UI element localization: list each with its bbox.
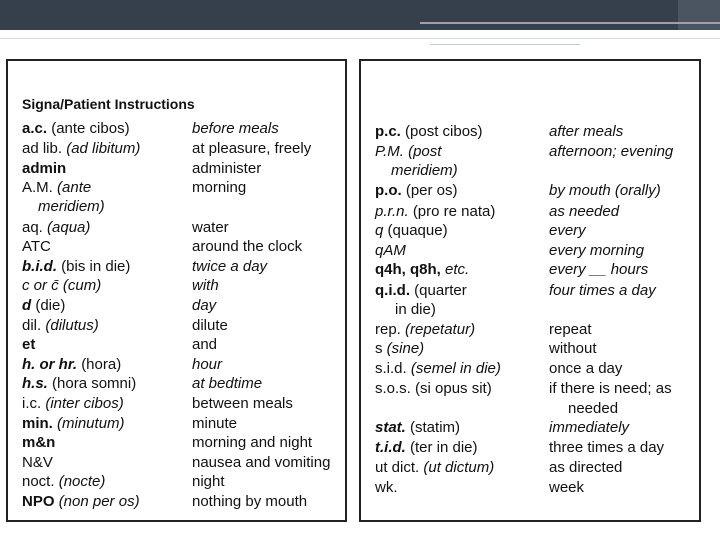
abbr: NPO — [22, 493, 55, 510]
latin-continuation: meridiem) — [391, 162, 458, 179]
meaning: water — [192, 219, 229, 236]
meaning: twice a day — [192, 258, 268, 275]
meaning: after meals — [549, 123, 624, 140]
abbr: N&V — [22, 454, 53, 471]
latin: (ante — [57, 179, 92, 196]
latin: (quaque) — [387, 222, 448, 239]
meaning: at pleasure, freely — [192, 140, 312, 157]
meaning: dilute — [192, 317, 228, 334]
right-table-panel — [359, 59, 701, 522]
meaning: once a day — [549, 360, 623, 377]
latin: (repetatur) — [405, 321, 476, 338]
latin: (ter in die) — [410, 439, 478, 456]
latin: (inter cibos) — [45, 395, 124, 412]
abbr: i.c. — [22, 395, 42, 412]
meaning: around the clock — [192, 238, 303, 255]
latin: (semel in die) — [410, 360, 501, 377]
title-bar-line — [420, 22, 720, 24]
meaning: as needed — [549, 203, 620, 220]
latin: (pro re nata) — [412, 203, 496, 220]
abbr: b.i.d. — [22, 258, 57, 275]
meaning — [192, 433, 312, 452]
table-heading: Signa/Patient Instructions — [22, 96, 195, 112]
abbr: p.o. — [375, 182, 402, 199]
abbr: s.o.s. — [375, 380, 411, 397]
abbr: A.M. — [22, 179, 53, 196]
meaning: with — [192, 277, 219, 294]
meaning: afternoon; evening — [549, 143, 674, 160]
latin-continuation: meridiem) — [38, 198, 105, 215]
title-bar — [0, 0, 720, 30]
meaning: morning — [192, 179, 247, 196]
abbr: wk. — [375, 479, 398, 496]
meaning: immediately — [549, 419, 630, 436]
latin-continuation: in die) — [395, 301, 436, 318]
meaning: administer — [192, 160, 262, 177]
meaning: every morning — [549, 242, 645, 259]
divider-line-short — [430, 44, 580, 45]
abbr: d — [22, 297, 32, 314]
latin: (non per os) — [58, 493, 140, 510]
latin: (die) — [35, 297, 66, 314]
abbr: t.i.d. — [375, 439, 406, 456]
left-table-panel — [6, 59, 347, 522]
meaning: as directed — [549, 459, 623, 476]
meaning: without — [549, 340, 597, 357]
latin: (ad libitum) — [66, 140, 141, 157]
abbr: q — [375, 222, 384, 239]
abbr: min. — [22, 415, 53, 432]
meaning: week — [549, 479, 585, 496]
meaning: night — [192, 473, 225, 490]
abbr: ad lib. — [22, 140, 63, 157]
latin: (post — [408, 143, 442, 160]
meaning: nothing by mouth — [192, 493, 308, 510]
abbr: admin — [22, 160, 67, 177]
meaning: repeat — [549, 321, 592, 338]
latin: (post cibos) — [405, 123, 483, 140]
latin: (si opus sit) — [415, 380, 492, 397]
abbr: p.c. — [375, 123, 401, 140]
latin: (per os) — [405, 182, 458, 199]
abbr: noct. — [22, 473, 55, 490]
meaning: between meals — [192, 395, 293, 412]
latin: (ante cibos) — [51, 120, 130, 137]
meaning: by mouth (orally) — [549, 182, 661, 199]
abbr: q4h, q8h, — [375, 261, 441, 278]
latin: etc. — [445, 261, 470, 278]
meaning-continuation: needed — [568, 400, 619, 417]
abbr: qAM — [375, 242, 406, 259]
abbr: s.i.d. — [375, 360, 407, 377]
latin: (hora somni) — [52, 375, 137, 392]
abbr: stat. — [375, 419, 406, 436]
divider-line — [0, 38, 720, 39]
latin: (dilutus) — [45, 317, 99, 334]
meaning: four times a day — [549, 282, 656, 299]
abbr: p.r.n. — [375, 203, 409, 220]
meaning: minute — [192, 415, 238, 432]
abbr: q.i.d. — [375, 282, 410, 299]
meaning: before meals — [192, 120, 279, 137]
abbr: m&n — [22, 434, 56, 451]
meaning: and — [192, 336, 218, 353]
title-bar-accent — [678, 0, 720, 30]
latin: (aqua) — [47, 219, 91, 236]
latin: (sine) — [386, 340, 425, 357]
abbr: aq. — [22, 219, 43, 236]
latin: (hora) — [81, 356, 122, 373]
meaning-text: morning and night — [192, 434, 313, 451]
abbr: et — [22, 336, 36, 353]
meaning: every __ hours — [549, 261, 649, 278]
abbr: ATC — [22, 238, 51, 255]
abbr: s — [375, 340, 383, 357]
latin: (bis in die) — [61, 258, 131, 275]
latin: (nocte) — [58, 473, 106, 490]
meaning: nausea and vomiting — [192, 454, 331, 471]
abbr: c or c̄ — [22, 277, 59, 294]
latin: (minutum) — [57, 415, 125, 432]
meaning: every — [549, 222, 586, 239]
abbr: a.c. — [22, 120, 48, 137]
meaning: at bedtime — [192, 375, 263, 392]
abbr: h. or hr. — [22, 356, 78, 373]
latin: (cum) — [62, 277, 102, 294]
abbr: ut dict. — [375, 459, 420, 476]
abbr: h.s. — [22, 375, 48, 392]
meaning: day — [192, 297, 217, 314]
abbr: P.M. — [375, 143, 404, 160]
meaning: if there is need; as — [549, 380, 672, 397]
abbr: rep. — [375, 321, 401, 338]
latin: (quarter — [414, 282, 467, 299]
abbr: dil. — [22, 317, 42, 334]
latin: (ut dictum) — [423, 459, 495, 476]
latin: (statim) — [410, 419, 461, 436]
meaning: three times a day — [549, 439, 665, 456]
meaning: hour — [192, 356, 223, 373]
